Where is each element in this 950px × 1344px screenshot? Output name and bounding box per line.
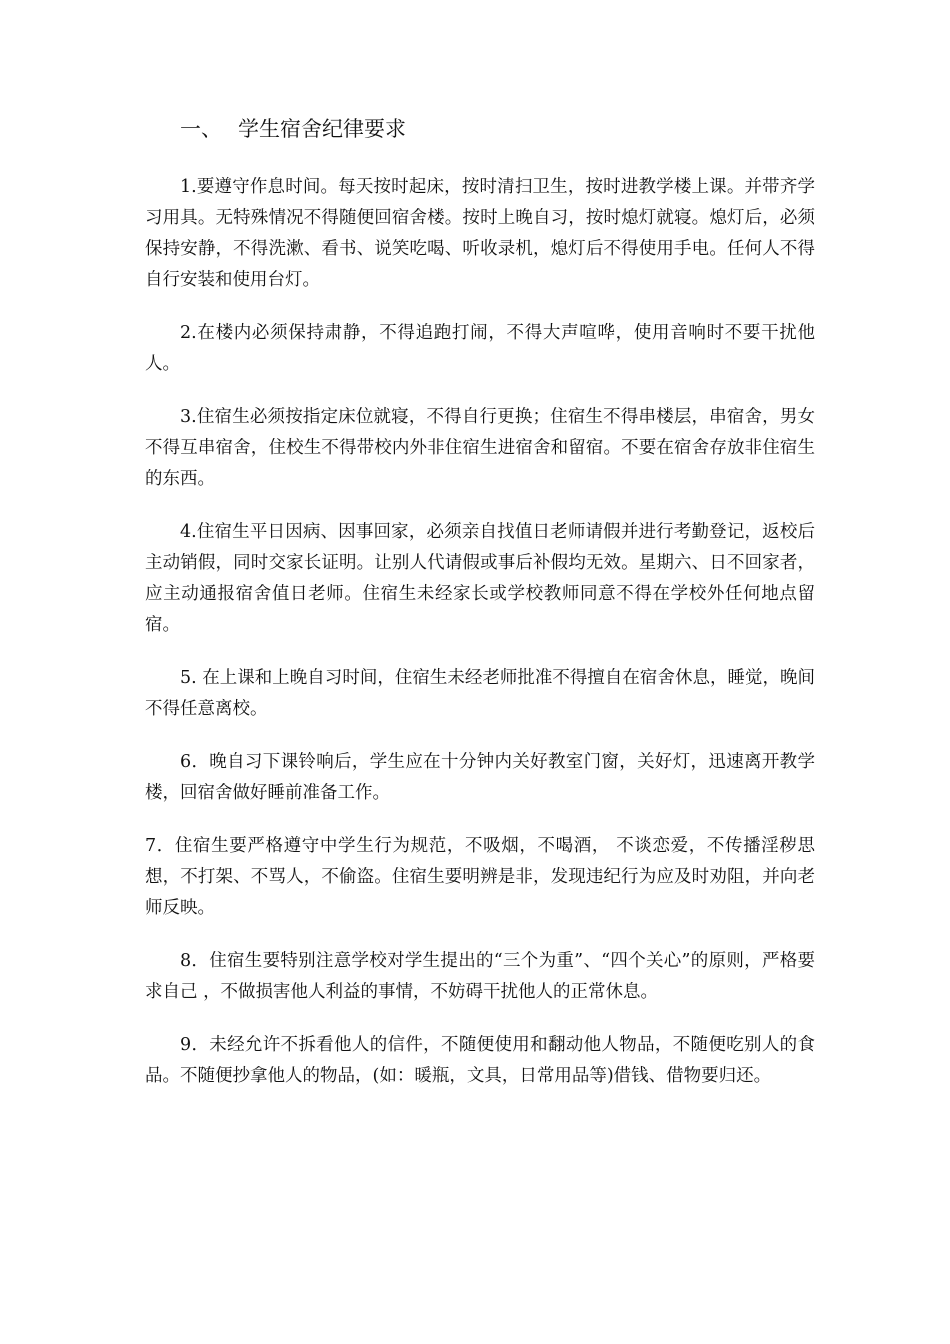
rule-paragraph-4: 4.住宿生平日因病、因事回家，必须亲自找值日老师请假并进行考勤登记，返校后主动销假，同时交家长证明。让别人代请假或事后补假均无效。星期六、日不回家者，应主动通报宿舍值日老师。住宿生未经家长或学校教师同意不得在学校外任何地点留宿。 (145, 522, 815, 635)
rule-paragraph-5: 5. 在上课和上晚自习时间，住宿生未经老师批准不得擅自在宿舍休息，睡觉，晚间不得任意离校。 (145, 668, 815, 719)
rules-list (145, 172, 815, 1114)
rule-paragraph-1: 1.要遵守作息时间。每天按时起床，按时清扫卫生，按时进教学楼上课。并带齐学习用具。无特殊情况不得随便回宿舍楼。按时上晚自习，按时熄灯就寝。熄灯后，必须保持安静，不得洗漱、看书、说笑吃喝、听收录机，熄灯后不得使用手电。任何人不得自行安装和使用台灯。 (145, 177, 815, 290)
section-number: 一、 (180, 117, 222, 141)
rule-paragraph-8: 8．住宿生要特别注意学校对学生提出的“三个为重”、“四个关心”的原则，严格要求自己 ，不做损害他人利益的事情，不妨碍干扰他人的正常休息。 (145, 951, 815, 1002)
rule-paragraph-9: 9．未经允许不拆看他人的信件，不随便使用和翻动他人物品，不随便吃别人的食品。不随便抄拿他人的物品，(如：暖瓶，文具，日常用品等)借钱、借物要归还。 (145, 1035, 815, 1086)
rule-paragraph-7: 7．住宿生要严格遵守中学生行为规范，不吸烟，不喝酒， 不谈恋爱，不传播淫秽思想，不打架、不骂人，不偷盗。住宿生要明辨是非，发现违纪行为应及时劝阻，并向老师反映。 (145, 836, 815, 918)
rule-paragraph-2: 2.在楼内必须保持肃静，不得追跑打闹，不得大声喧哗，使用音响时不要干扰他人。 (145, 323, 815, 374)
section-title: 学生宿舍纪律要求 (238, 117, 406, 141)
rule-paragraph-6: 6．晚自习下课铃响后，学生应在十分钟内关好教室门窗，关好灯，迅速离开教学楼，回宿舍做好睡前准备工作。 (145, 752, 815, 803)
section-heading (180, 114, 406, 144)
rule-paragraph-3: 3.住宿生必须按指定床位就寝，不得自行更换；住宿生不得串楼层，串宿舍，男女不得互串宿舍，住校生不得带校内外非住宿生进宿舍和留宿。不要在宿舍存放非住宿生的东西。 (145, 407, 815, 489)
